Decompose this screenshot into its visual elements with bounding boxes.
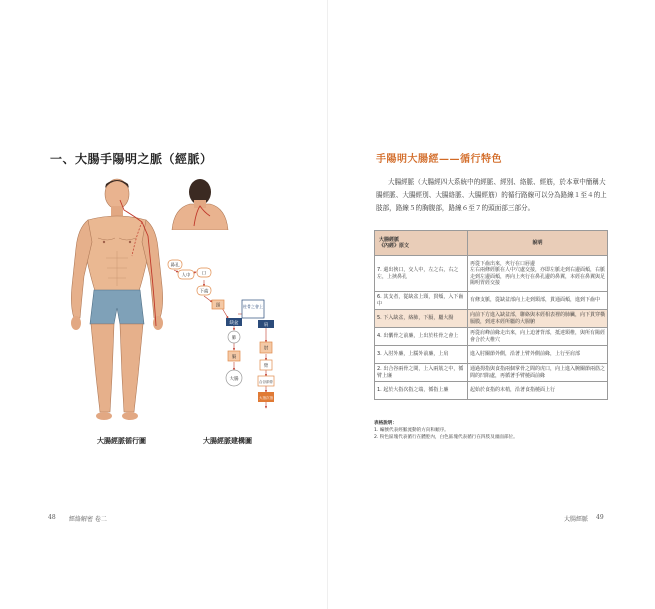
table-row [375,292,608,310]
shoulder-back-figure [166,178,234,230]
table-cell-explanation: 起始於食指的末梢，沿著食指橈面上行 [468,382,608,400]
flow-node-guliang: 合谷兩骨 [259,380,273,384]
table-notes [374,420,518,441]
flow-node-jianyu: 肩 [263,323,269,328]
flow-node-ge: 膈 [231,355,237,360]
table-row [375,310,608,328]
table-cell-source: 2. 出合谷兩骨之間，上入兩筋之中，循臂上廉 [375,364,468,382]
page-number-left: 48 [48,514,56,521]
table-cell-explanation: 再從肩峰前緣走出來，向上迫著背部，抵達頸椎，與所有陽經會合於大椎穴 [468,328,608,346]
table-cell-source: 5. 下入缺盆，絡肺，下膈，屬大腸 [375,310,468,328]
flow-node-renzhong: 人中 [181,273,191,279]
section-title: 一、大腸手陽明之脈（經脈） [50,152,213,166]
table-cell-explanation: 再從下齒出來，夾行在口唇邊 左右兩條經脈在人中穴處交接，亦即左脈走到右邊面頰，右脈走到左邊面頰，再向上夾行在鼻孔邊的鼻翼，本經在鼻翼與足陽明胃經交接 [468,256,608,292]
table-row [375,382,608,400]
table-cell-source: 7. 還出挾口，交人中，左之右，右之左，上挾鼻孔 [375,256,468,292]
flow-node-jing: 頸 [215,303,221,309]
meridian-table [374,230,608,400]
meridian-flow-diagram [156,242,286,422]
flow-figure-caption: 大腸經脈建構圖 [203,437,252,445]
table-header-source: 大腸經脈 《內經》原文 [375,231,468,256]
table-cell-explanation: 向前下方進入缺盆部，聯絡與本經相表裡的肺臟，向下貫穿橫膈膜，到達本經所屬的大腸腑 [468,310,608,328]
flow-node-zhuguzhishang: 柱骨之會上 [243,304,263,309]
notes-title: 表格說明： [374,421,397,426]
note-item: 1. 編號代表經脈流動的方向和順序。 [374,428,449,433]
flow-node-fei: 肺 [231,336,237,341]
table-row [375,256,608,292]
flow-node-kou: 口 [201,271,207,277]
running-title-right: 大腸經脈 [564,516,589,523]
intro-paragraph: 大腸經脈（大腸經四大系統中的經脈、經別、絡脈、經筋，於本章中簡稱大腸經脈、大腸經別、大腸絡脈、大腸經筋）的循行路線可以分為路線１至４的上肢部，路線５的胸腹部，路線６至７的頭面部三部分。 [376,178,607,212]
chapter-title: 手陽明大腸經——循行特色 [376,154,502,165]
flow-node-dazhi: 大指次指 [259,396,273,400]
table-cell-source: 3. 入肘外廉，上臑外前廉，上肩 [375,346,468,364]
flow-node-bi: 臂 [263,364,269,369]
table-cell-explanation: 通過拇指與食指兩個掌骨之間的虎口，向上進入腕關節兩筋之間的凹陷處，再循著手臂橈面前緣 [468,364,608,382]
table-header-explanation: 說明 [468,231,608,256]
note-item: 2. 粉色區塊代表循行在體腔內，白色區塊代表循行在四肢及頭面部位。 [374,435,518,440]
flow-node-xiachi: 下齒 [199,289,209,295]
page-number-right: 49 [596,514,604,521]
table-row [375,346,608,364]
route-figure-caption: 大腸經脈循行圖 [97,437,146,445]
table-cell-source: 1. 起於大指次指之端，循指上廉 [375,382,468,400]
table-row [375,364,608,382]
running-title-left: 經絡解密 卷二 [69,516,107,523]
left-page [0,0,327,609]
table-cell-source: 4. 出髃骨之前廉，上出於柱骨之會上 [375,328,468,346]
table-cell-explanation: 進入肘關節外側，沿著上臂外側前緣，上行至肩部 [468,346,608,364]
flow-node-dachang: 大腸 [229,377,239,382]
table-cell-explanation: 有條支脈，從缺盆部向上走到頸部，貫通面頰，進到下齒中 [468,292,608,310]
right-page [328,0,655,609]
table-cell-source: 6. 其支者，從缺盆上頸，貫頰，入下齒中 [375,292,468,310]
flow-node-biyi: 鼻孔 [170,263,180,269]
flow-node-quepen: 缺盆 [229,321,239,326]
table-row [375,328,608,346]
flow-node-zhou: 肘 [263,346,269,352]
